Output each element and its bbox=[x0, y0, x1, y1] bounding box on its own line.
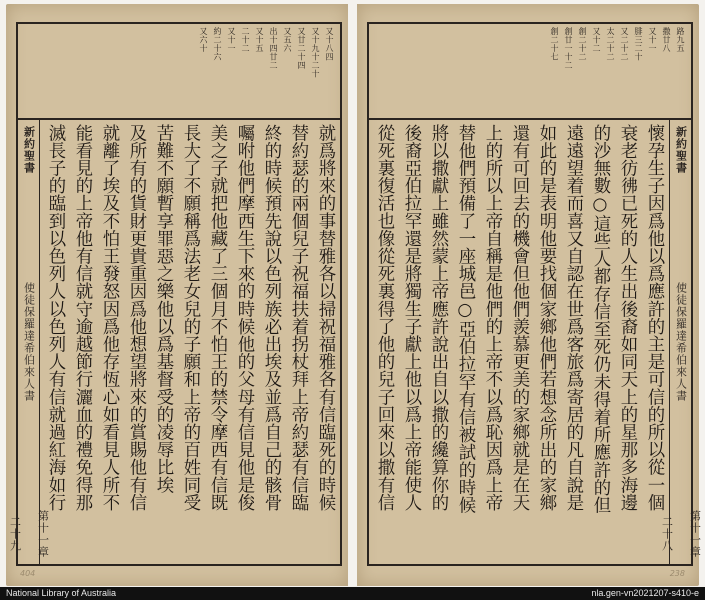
text-column: 苦難不願暫享罪惡之樂他以爲基督受的凌辱比埃 bbox=[153, 124, 173, 494]
right-page-frame bbox=[367, 22, 702, 566]
text-column: 能看見的上帝他有信就守逾越節行灑血的禮免得那 bbox=[72, 124, 92, 512]
text-column: 替他們預備了一座城邑○亞伯拉罕有信被試的時候 bbox=[455, 124, 475, 514]
footer-identifier: nla.gen-vn2021207-s410-e bbox=[591, 588, 699, 598]
text-column: 替約瑟的兩個兒子祝福扶着拐杖拜上帝約瑟有信臨 bbox=[288, 124, 308, 512]
left-body-text bbox=[44, 124, 336, 560]
left-header-page-number: 二十九 bbox=[8, 516, 22, 552]
marginal-note: 太二十二 bbox=[606, 27, 615, 61]
right-header-page-number: 二十八 bbox=[660, 516, 674, 552]
marginal-note: 二十二 bbox=[241, 27, 250, 53]
marginal-note: 又十一 bbox=[648, 27, 657, 53]
marginal-note: 路九五 bbox=[676, 27, 685, 53]
right-page bbox=[357, 4, 702, 586]
text-column: 懷孕生子因爲他以爲應許的主是可信的所以從一個 bbox=[644, 124, 664, 512]
text-column: 的沙無數○這些人都存信至死仍未得着所應許的但 bbox=[590, 124, 610, 514]
text-column: 囑咐他們摩西生下來的時候他的父母有信見他是俊 bbox=[234, 124, 254, 512]
text-column: 就離了埃及不怕王發怒因爲他存恆心如看見人所不 bbox=[99, 124, 119, 512]
text-column: 美之子就把他藏了三個月不怕王的禁令摩西有信既 bbox=[207, 124, 227, 512]
right-header-title: 使徒保羅達希伯來人書 bbox=[674, 282, 688, 402]
right-header-chapter: 第十一章 bbox=[688, 510, 702, 558]
marginal-note: 又廿二十四 bbox=[297, 27, 306, 70]
footer-library-name: National Library of Australia bbox=[6, 588, 117, 598]
footer-bar bbox=[0, 587, 705, 600]
marginal-note: 出十四廿二 bbox=[269, 27, 278, 70]
left-running-header bbox=[8, 120, 50, 564]
marginal-note: 又二十二 bbox=[620, 27, 629, 61]
text-column: 從死裏復活也像從死裏得了他的兒子回來以撒有信 bbox=[374, 124, 394, 512]
marginal-note: 又十九十二十 bbox=[311, 27, 320, 78]
text-column: 後裔亞伯拉罕還是將獨生子獻上他以爲上帝能使人 bbox=[401, 124, 421, 512]
marginal-note: 又十二 bbox=[592, 27, 601, 53]
marginal-note: 約二十六 bbox=[213, 27, 222, 61]
marginal-note: 撒廿八 bbox=[662, 27, 671, 53]
marginal-note: 又六十 bbox=[199, 27, 208, 53]
marginal-note: 又五六 bbox=[283, 27, 292, 53]
text-column: 衰老彷彿已死的人生出後裔如同天上的星那多海邊 bbox=[617, 124, 637, 512]
text-column: 還有可回去的機會但他們羨慕更美的家鄉就是在天 bbox=[509, 124, 529, 512]
text-column: 將以撒獻上雖然蒙上帝應許說出自以撒的纔算你的 bbox=[428, 124, 448, 512]
right-body-text bbox=[373, 124, 665, 560]
text-column: 及所有的貨財更貴重因爲他想望將來的賞賜他有信 bbox=[126, 124, 146, 512]
marginal-note: 又十八四 bbox=[325, 27, 334, 61]
marginal-note: 創二十二 bbox=[578, 27, 587, 61]
marginal-note: 又十一 bbox=[227, 27, 236, 53]
text-column: 終的時候預先說以色列族必出埃及並爲自己的骸骨 bbox=[261, 124, 281, 512]
left-header-chapter: 第十一章 bbox=[36, 510, 50, 558]
text-column: 遠遠望着而喜又自認在世爲客旅爲寄居的凡自說是 bbox=[563, 124, 583, 512]
left-marginal-notes bbox=[18, 24, 340, 120]
left-header-title: 使徒保羅達希伯來人書 bbox=[22, 282, 36, 402]
text-column: 滅長子的臨到以色列人以色列人有信就過紅海如行 bbox=[45, 124, 65, 512]
text-column: 上的所以上帝自稱是他們的上帝不以爲恥因爲上帝 bbox=[482, 124, 502, 512]
left-pencil-mark: 404 bbox=[20, 569, 36, 578]
text-column: 如此的是表明他要找個家鄉他們若想念所出的家鄉 bbox=[536, 124, 556, 512]
left-page-frame bbox=[8, 22, 342, 566]
text-column: 長大了不願稱爲法老女兒的子願和上帝的百姓同受 bbox=[180, 124, 200, 512]
text-column: 就爲將來的事替雅各以掃祝福雅各有信臨死的時候 bbox=[315, 124, 335, 512]
right-running-header bbox=[660, 120, 702, 564]
marginal-note: 創二十七 bbox=[550, 27, 559, 61]
marginal-note: 腓三二十 bbox=[634, 27, 643, 61]
left-page bbox=[6, 4, 348, 586]
right-pencil-mark: 238 bbox=[669, 569, 685, 578]
right-header-book: 新約聖書 bbox=[674, 126, 688, 174]
right-marginal-notes bbox=[369, 24, 691, 120]
marginal-note: 又十五 bbox=[255, 27, 264, 53]
left-header-book: 新約聖書 bbox=[22, 126, 36, 174]
marginal-note: 創廿一十二 bbox=[564, 27, 573, 70]
